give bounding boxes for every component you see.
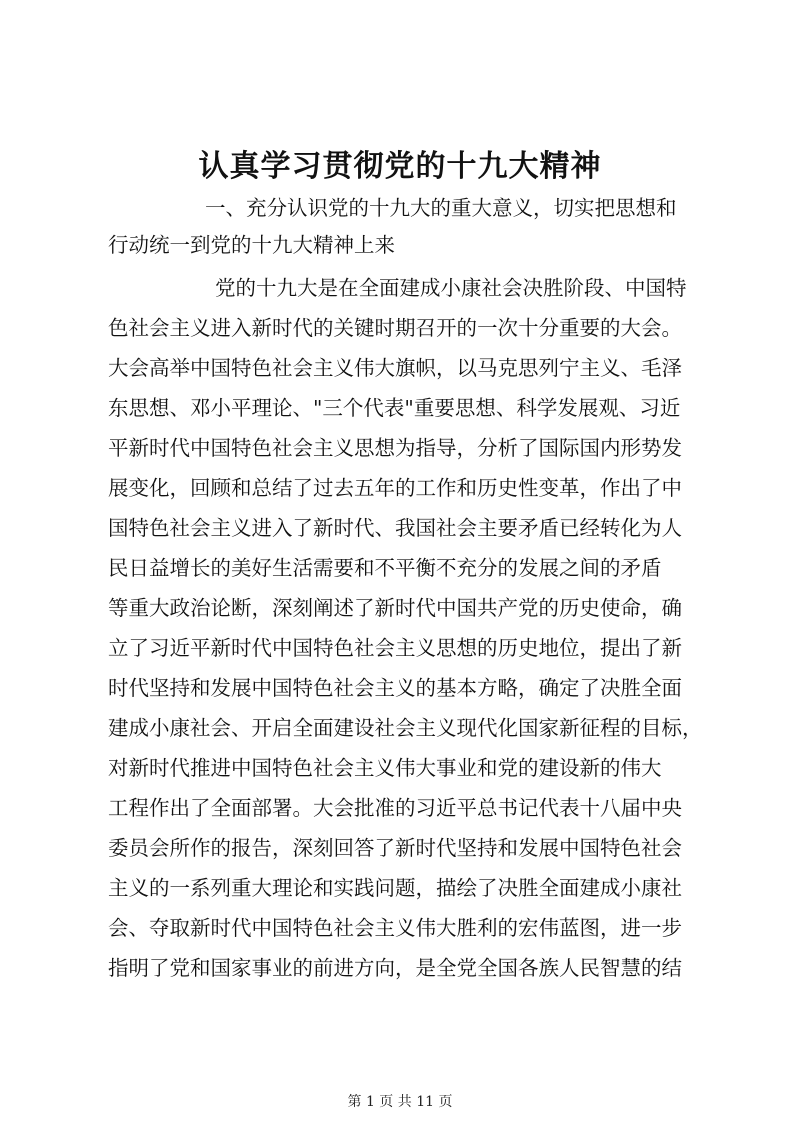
document-title: 认真学习贯彻党的十九大精神 xyxy=(198,149,602,184)
text-line: 指明了党和国家事业的前进方向，是全党全国各族人民智慧的结 xyxy=(108,956,682,980)
text-line: 立了习近平新时代中国特色社会主义思想的历史地位，提出了新 xyxy=(108,636,682,660)
text-line: 大会高举中国特色社会主义伟大旗帜，以马克思列宁主义、毛泽 xyxy=(108,356,682,380)
text-line: 一、充分认识党的十九大的重大意义，切实把思想和 xyxy=(205,196,677,220)
text-line: 东思想、邓小平理论、"三个代表"重要思想、科学发展观、习近 xyxy=(108,396,681,420)
text-line: 行动统一到党的十九大精神上来 xyxy=(108,233,395,257)
text-line: 民日益增长的美好生活需要和不平衡不充分的发展之间的矛盾 xyxy=(108,556,662,580)
text-line: 工程作出了全面部署。大会批准的习近平总书记代表十八届中央 xyxy=(108,796,682,820)
text-line: 主义的一系列重大理论和实践问题，描绘了决胜全面建成小康社 xyxy=(108,876,682,900)
text-line: 委员会所作的报告，深刻回答了新时代坚持和发展中国特色社会 xyxy=(108,836,682,860)
text-line: 展变化，回顾和总结了过去五年的工作和历史性变革，作出了中 xyxy=(108,476,682,500)
text-line: 色社会主义进入新时代的关键时期召开的一次十分重要的大会。 xyxy=(108,316,682,340)
text-line: 党的十九大是在全面建成小康社会决胜阶段、中国特 xyxy=(215,276,687,300)
page-number-footer: 第 1 页 共 11 页 xyxy=(347,1094,453,1110)
text-line: 国特色社会主义进入了新时代、我国社会主要矛盾已经转化为人 xyxy=(108,516,682,540)
text-line: 时代坚持和发展中国特色社会主义的基本方略，确定了决胜全面 xyxy=(108,676,682,700)
text-line: 等重大政治论断，深刻阐述了新时代中国共产党的历史使命，确 xyxy=(108,596,682,620)
text-line: 平新时代中国特色社会主义思想为指导，分析了国际国内形势发 xyxy=(108,436,682,460)
text-line: 会、夺取新时代中国特色社会主义伟大胜利的宏伟蓝图，进一步 xyxy=(108,916,682,940)
text-line: 建成小康社会、开启全面建设社会主义现代化国家新征程的目标， xyxy=(108,716,703,740)
text-line: 对新时代推进中国特色社会主义伟大事业和党的建设新的伟大 xyxy=(108,756,662,780)
